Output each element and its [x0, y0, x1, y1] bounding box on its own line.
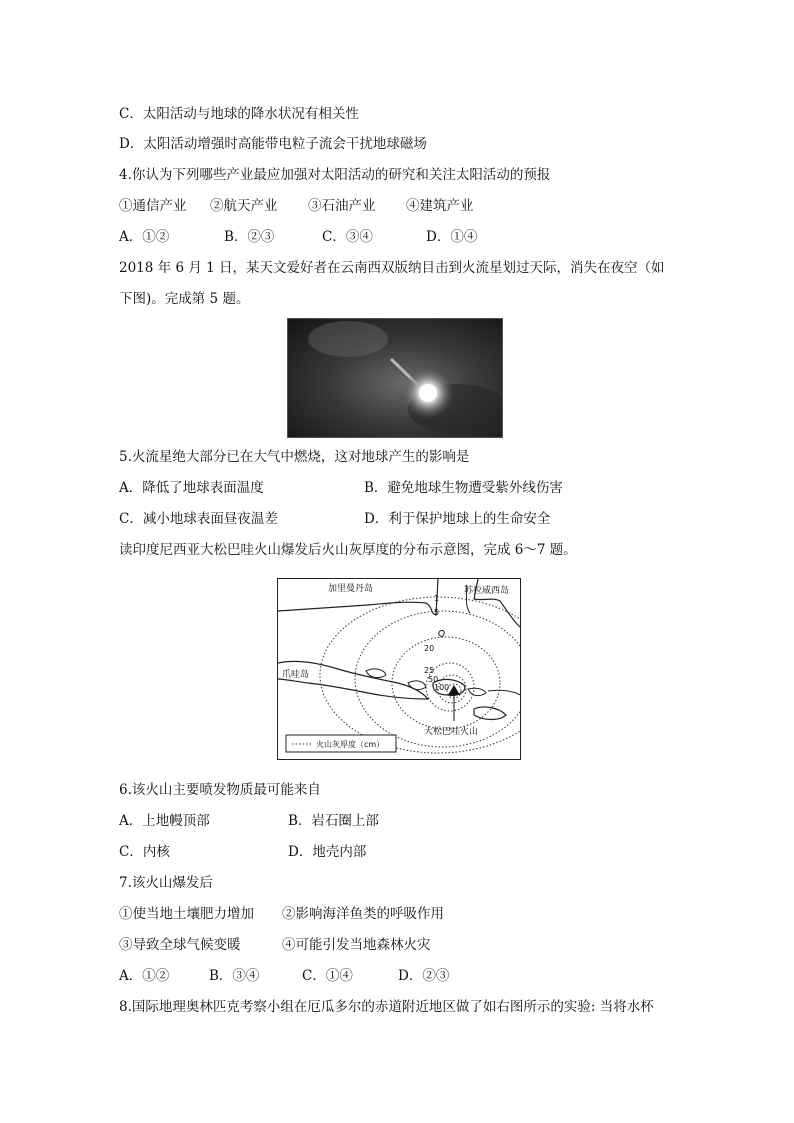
q6-option-c: C．内核	[119, 844, 170, 860]
svg-text:火山灰厚度（cm）: 火山灰厚度（cm）	[316, 740, 385, 749]
q8-stem: 8.国际地理奥林匹克考察小组在厄瓜多尔的赤道附近地区做了如右图所示的实验: 当将水杯	[119, 999, 654, 1015]
q7-item-1: ①使当地土壤肥力增加	[119, 906, 254, 922]
label-sulawesi: 苏拉威西岛	[464, 586, 510, 596]
contour-label-100: 100	[434, 683, 450, 692]
q4-option-d: D．①④	[426, 229, 478, 245]
q7-item-2: ②影响海洋鱼类的呼吸作用	[282, 906, 444, 922]
q4-item-4: ④建筑产业	[406, 198, 474, 214]
map-legend	[286, 735, 396, 752]
q4-item-2: ②航天产业	[210, 198, 278, 214]
label-kalimantan: 加里曼丹岛	[328, 584, 374, 594]
q7-option-c: C．①④	[302, 968, 353, 984]
q3-option-d: D．太阳活动增强时高能带电粒子流会干扰地球磁场	[119, 136, 427, 152]
contour-label-1: 1	[434, 594, 440, 603]
label-volcano: 大松巴哇火山	[424, 727, 479, 737]
q7-option-b: B．③④	[209, 968, 260, 984]
q4-option-a: A．①②	[119, 229, 170, 245]
contour-label-50: 50	[428, 675, 439, 684]
volcano-marker-icon	[448, 685, 460, 721]
intro5-line2: 下图)。完成第 5 题。	[119, 291, 250, 307]
intro5-line1: 2018 年 6 月 1 日，某天文爱好者在云南西双版纳目击到火流星划过天际，消失在夜空（如	[119, 260, 665, 276]
q5-option-d: D．利于保护地球上的生命安全	[364, 511, 551, 527]
q4-option-c: C．③④	[322, 229, 373, 245]
q4-item-3: ③石油产业	[308, 198, 376, 214]
q5-stem: 5.火流星绝大部分已在大气中燃烧，这对地球产生的影响是	[119, 449, 470, 465]
q5-option-b: B．避免地球生物遭受紫外线伤害	[364, 480, 563, 496]
q4-stem: 4.你认为下列哪些产业最应加强对太阳活动的研究和关注太阳活动的预报	[119, 167, 551, 183]
q6-option-b: B．岩石圈上部	[288, 813, 379, 829]
volcanic-ash-map	[277, 578, 521, 760]
q6-stem: 6.该火山主要喷发物质最可能来自	[119, 782, 321, 798]
q7-option-a: A．①②	[119, 968, 170, 984]
q5-option-c: C．减小地球表面昼夜温差	[119, 511, 278, 527]
q7-option-d: D．②③	[398, 968, 450, 984]
contour-label-20: 20	[424, 644, 435, 653]
q4-option-b: B．②③	[224, 229, 275, 245]
contour-label-5: 5	[434, 608, 440, 617]
q3-option-c: C．太阳活动与地球的降水状况有相关性	[119, 106, 359, 122]
q7-item-3: ③导致全球气候变暖	[119, 937, 241, 953]
contour-label-25: 25	[424, 666, 435, 675]
q7-item-4: ④可能引发当地森林火灾	[282, 937, 431, 953]
fireball-photo	[287, 318, 503, 438]
intro6-7: 读印度尼西亚大松巴哇火山爆发后火山灰厚度的分布示意图，完成 6～7 题。	[119, 542, 577, 558]
q5-option-a: A．降低了地球表面温度	[119, 480, 264, 496]
q6-option-d: D．地壳内部	[288, 844, 367, 860]
q6-option-a: A．上地幔顶部	[119, 813, 210, 829]
label-java: 爪哇岛	[282, 670, 310, 680]
q4-item-1: ①通信产业	[119, 198, 187, 214]
q7-stem: 7.该火山爆发后	[119, 875, 213, 891]
